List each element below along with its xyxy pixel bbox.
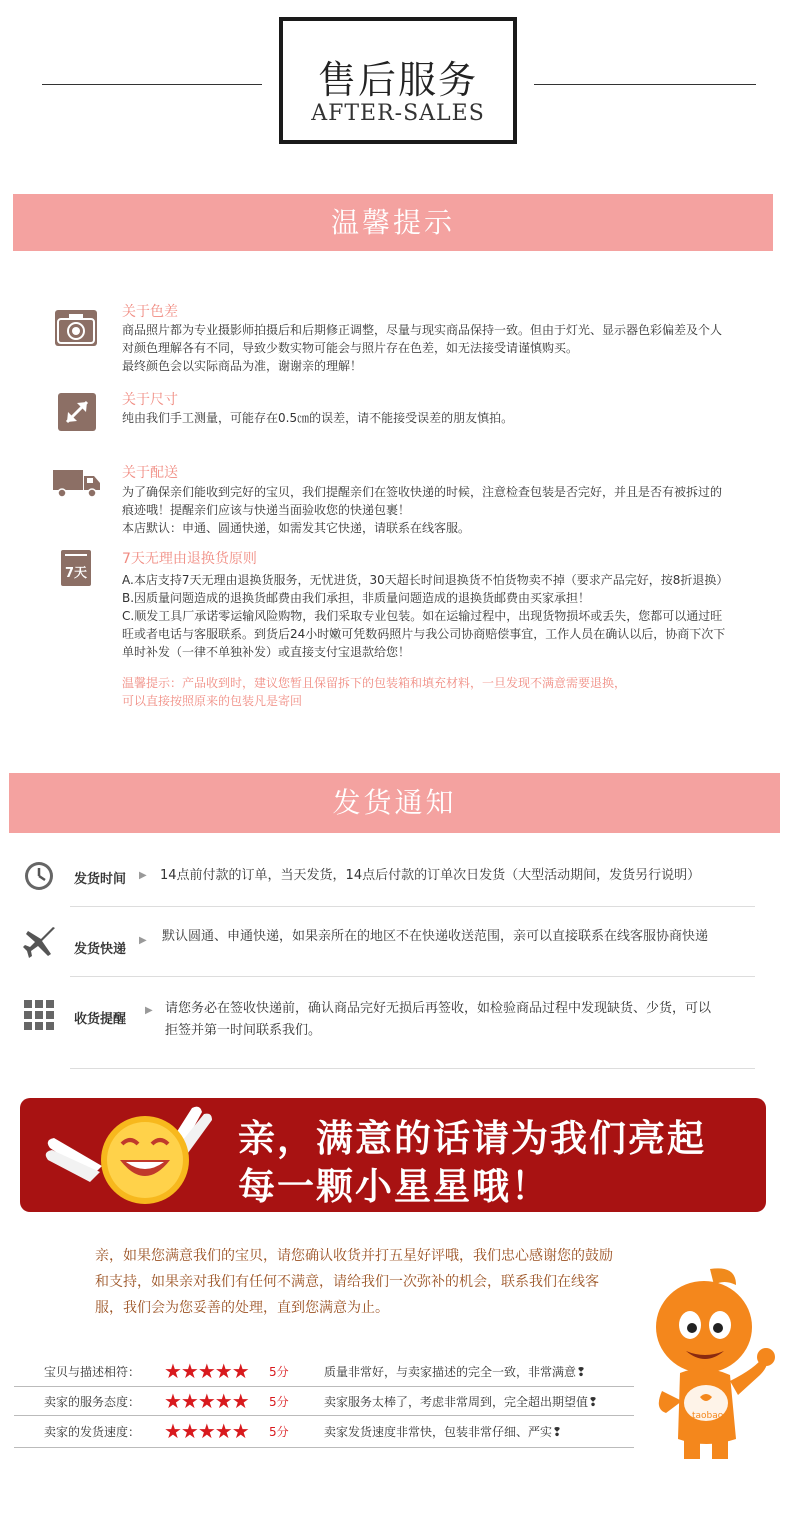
rating-desc: 卖家发货速度非常快，包装非常仔细、严实❢ (324, 1425, 563, 1439)
mascot-label: taobao (692, 1411, 724, 1421)
ship-divider (70, 906, 755, 907)
ship-divider (70, 976, 755, 977)
rating-desc: 质量非常好，与卖家描述的完全一致，非常满意❢ (324, 1365, 587, 1379)
tip-title-delivery: 关于配送 (122, 465, 178, 481)
tip-text-delivery (122, 483, 772, 537)
rating-row (14, 1386, 634, 1416)
smiley-icon (42, 1102, 232, 1208)
rating-banner-line1: 亲，满意的话请为我们亮起 (238, 1117, 706, 1160)
ship-line: 默认圆通、申通快递，如果亲所在的地区不在快递收送范围，亲可以直接联系在线客服协商快递 (162, 929, 709, 944)
rating-banner-line2: 每一颗小星星哦！ (238, 1165, 550, 1208)
rating-label: 卖家的服务态度： (44, 1395, 141, 1409)
shipping-banner-title: 发货通知 (332, 786, 457, 819)
ship-line: 请您务必在签收快递前，确认商品完好无损后再签收，如检验商品过程中发现缺货、少货，可以 (165, 1001, 712, 1016)
shipping-banner (9, 773, 780, 833)
rating-score: 5分 (269, 1395, 289, 1409)
rating-row (14, 1356, 634, 1386)
tips-warning (122, 674, 762, 710)
tip-line: 旺或者电话与客服联系。到货后24小时嫩可凭数码照片与我公司协商赔偿事宜，工作人员在确认以后，协商下次下 (122, 627, 726, 641)
grid-icon (24, 1000, 54, 1030)
tip-text-return (122, 571, 777, 661)
ship-text-time (160, 865, 760, 887)
page-title: 售后服务 (317, 58, 478, 102)
rating-banner (20, 1098, 766, 1212)
clock-icon (24, 861, 54, 891)
header-right-line (534, 84, 756, 85)
tip-line: 商品照片都为专业摄影师拍摄后和后期修正调整，尽量与现实商品保持一致。但由于灯光、显示器色彩偏差及个人 (122, 323, 723, 337)
ship-label-receive: 收货提醒 (74, 1012, 127, 1027)
tip-line: 对颜色理解各有不同，导致少数实物可能会与照片存在色差，如无法接受请谨慎购买。 (122, 341, 579, 355)
ship-label-time: 发货时间 (74, 872, 127, 887)
star-rating-icon: ★★★★★ (164, 1419, 249, 1443)
tip-line: C.顺发工具厂承诺零运输风险购物，我们采取专业包装。如在运输过程中，出现货物损坏或丢失，您都可以通过旺 (122, 609, 723, 623)
rating-score: 5分 (269, 1425, 289, 1439)
tip-title-color: 关于色差 (122, 304, 178, 320)
ship-text-courier (162, 926, 762, 948)
tip-title-return: 7天无理由退换货原则 (122, 551, 257, 567)
seven-day-icon (61, 550, 91, 586)
ship-line: 拒签并第一时间联系我们。 (165, 1023, 322, 1038)
star-rating-icon: ★★★★★ (164, 1389, 249, 1413)
page-subtitle: AFTER-SALES (311, 101, 485, 126)
rating-label: 宝贝与描述相符： (44, 1365, 141, 1379)
tip-line: 为了确保亲们能收到完好的宝贝，我们提醒亲们在签收快递的时候，注意检查包装是否完好，并且是否有被拆过的 (122, 485, 723, 499)
camera-icon (55, 310, 97, 346)
tip-title-size: 关于尺寸 (122, 392, 178, 408)
ship-text-receive (165, 998, 765, 1042)
chevron-right-icon: ▶ (139, 935, 147, 946)
tip-text-color (122, 321, 772, 375)
ship-line: 14点前付款的订单，当天发货，14点后付款的订单次日发货（大型活动期间，发货另行说明） (160, 868, 701, 883)
warning-line: 可以直接按照原来的包装凡是寄回 (122, 694, 303, 708)
tips-banner (13, 194, 773, 251)
rating-row (14, 1416, 634, 1446)
tip-line: B.因质量问题造成的退换货邮费由我们承担，非质量问题造成的退换货邮费由买家承担！ (122, 591, 591, 605)
warning-line: 温馨提示：产品收到时，建议您暂且保留拆下的包装箱和填充材料，一旦发现不满意需要退换， (122, 676, 627, 690)
tips-banner-title: 温馨提示 (330, 206, 455, 239)
ship-divider (70, 1068, 755, 1069)
rating-desc: 卖家服务太棒了，考虑非常周到，完全超出期望值❢ (324, 1395, 599, 1409)
tip-line: 本店默认：申通、圆通快递，如需发其它快递，请联系在线客服。 (122, 521, 471, 535)
header-left-line (42, 84, 262, 85)
truck-icon (52, 468, 102, 498)
star-rating-icon: ★★★★★ (164, 1359, 249, 1383)
rating-score: 5分 (269, 1365, 289, 1379)
rating-divider (14, 1447, 634, 1448)
header-frame (279, 17, 517, 144)
tip-line: 痕迹哦！提醒亲们应该与快递当面验收您的快递包裹！ (122, 503, 411, 517)
rating-label: 卖家的发货速度： (44, 1425, 141, 1439)
airplane-icon (22, 925, 58, 961)
tip-line: A.本店支持7天无理由退换货服务，无忧进货，30天超长时间退换货不怕货物卖不掉（要求产品完好，按8折退换） (122, 573, 729, 587)
resize-arrow-icon (58, 393, 96, 431)
tip-line: 纯由我们手工测量，可能存在0.5㎝的误差，请不能接受误差的朋友慎拍。 (122, 411, 514, 425)
chevron-right-icon: ▶ (145, 1005, 153, 1016)
tip-text-size (122, 409, 772, 427)
review-request-text: 亲，如果您满意我们的宝贝，请您确认收货并打五星好评哦，我们忠心感谢您的鼓励和支持，如果亲对我们有任何不满意，请给我们一次弥补的机会，联系我们在线客服，我们会为您妥善的处理，直到您满意为止。 (95, 1248, 613, 1316)
tip-line: 最终颜色会以实际商品为准，谢谢亲的理解！ (122, 359, 363, 373)
ship-label-courier: 发货快递 (74, 942, 127, 957)
chevron-right-icon: ▶ (139, 870, 147, 881)
seven-day-icon-text: 7天 (64, 566, 88, 581)
tip-line: 单时补发（一律不单独补发）或直接支付宝退款给您！ (122, 645, 411, 659)
taobao-mascot-icon (640, 1263, 780, 1463)
